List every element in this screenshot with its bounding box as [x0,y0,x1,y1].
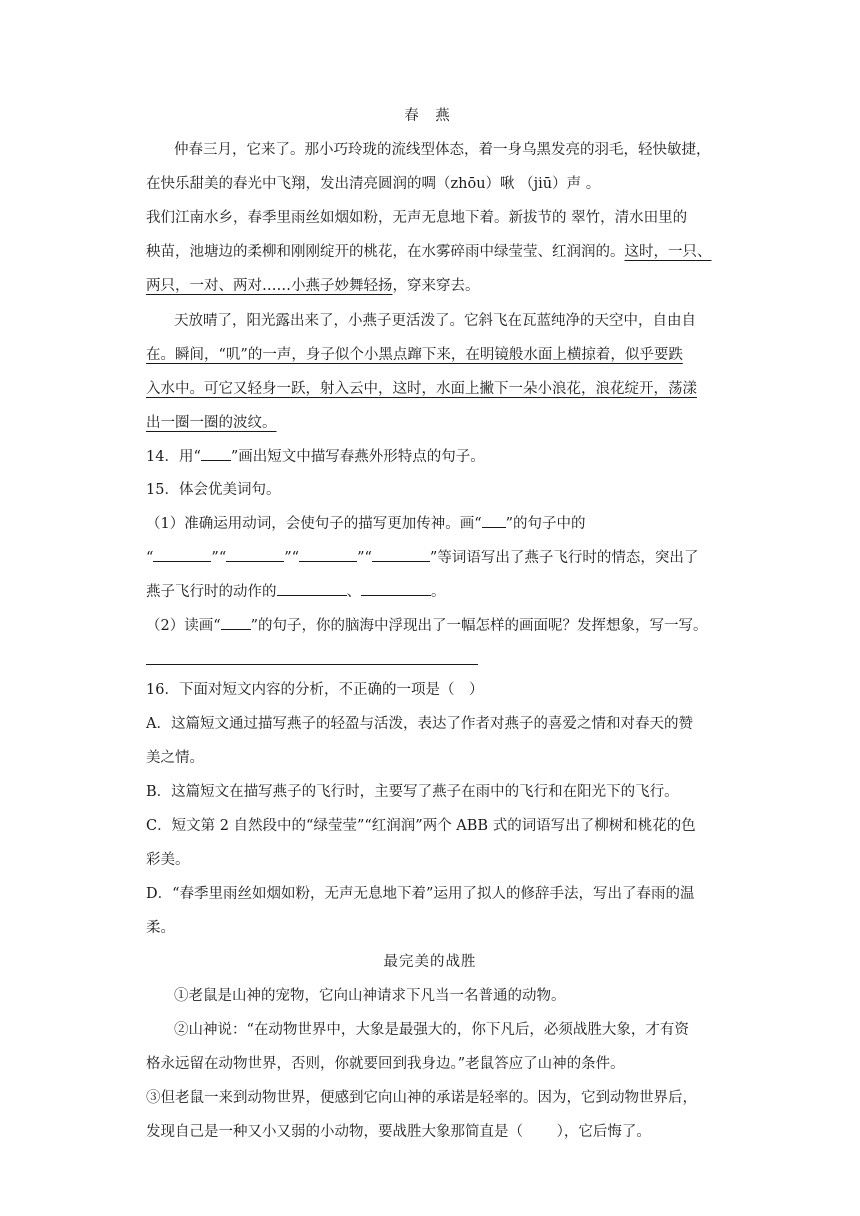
option-a-line1: A．这篇短文通过描写燕子的轻盈与活泼，表达了作者对燕子的喜爱之情和对春天的赞 [146,716,693,732]
option-a-line2: 美之情。 [146,750,204,766]
option-c-line1: C．短文第 2 自然段中的“绿莹莹”“红润润”两个 ABB 式的词语写出了柳树和桃花的色 [146,818,696,834]
question-15-1-line1 [146,513,586,534]
passage1-para2-line1: 我们江南水乡，春季里雨丝如烟如粉，无声无息地下着。新拔节的 翠竹，清水田里的 [146,210,688,226]
q14-prefix: 14．用“ [146,449,201,465]
option-d-line2: 柔。 [146,920,175,936]
q15-1-line-mark [482,513,506,528]
q15-2-suffix: ”的句子，你的脑海中浮现出了一幅怎样的画面呢？发挥想象，写一写。 [250,618,708,634]
answer-blank-2[interactable] [226,547,284,562]
question-15-1-line3 [146,581,446,602]
option-c-line2: 彩美。 [146,852,190,868]
passage1-para2-line2 [146,242,712,262]
passage1-para1-line2: 在快乐甜美的春光中飞翔，发出清亮圆润的啁（zhōu）啾 （jiū）声 。 [146,176,601,192]
answer-blank-6[interactable] [361,581,431,596]
question-15-1-line2 [146,547,698,568]
q15-1-line3-sep: 、 [346,584,361,600]
quote-sep-1: ”“ [211,550,227,566]
passage1-para2-line3 [146,276,480,296]
option-d-line1: D．“春季里雨丝如烟如粉，无声无息地下着”运用了拟人的修辞手法，写出了春雨的温 [146,886,695,902]
question-15-heading: 15．体会优美词句。 [146,482,281,498]
passage2-para3-line2: 发现自己是一种又小又弱的小动物，要战胜大象那简直是（ ），它后悔了。 [146,1124,651,1140]
answer-line-15-2[interactable] [146,664,478,665]
q15-2-prefix: （2）读画“ [146,618,221,634]
answer-blank-4[interactable] [372,547,430,562]
answer-blank-5[interactable] [277,581,347,596]
question-15-2 [146,615,708,636]
q14-underline-mark [201,446,231,461]
question-14 [146,446,485,467]
quote-sep-2: ”“ [284,550,300,566]
q15-1-line3-prefix: 燕子飞行时的动作的 [146,584,277,600]
q15-2-underline-mark [221,615,251,630]
passage1-para3-line2: 在。瞬间，“叽”的一声，身子似个小黑点蹿下来，在明镜般水面上横掠着，似乎要跌 [146,347,683,363]
passage-title-perfect-victory: 最完美的战胜 [383,954,477,970]
quote-sep-3: ”“ [357,550,372,566]
answer-blank-3[interactable] [299,547,357,562]
passage2-para2-line1: ②山神说：“在动物世界中，大象是最强大的，你下凡后，必须战胜大象，才有资 [174,1022,689,1038]
para2-line2-text: 秧苗，池塘边的柔柳和刚刚绽开的桃花，在水雾碎雨中绿莹莹、红润润的。 [146,244,625,260]
q15-1-line3-end: 。 [431,584,446,600]
para2-line3-rest: ，穿来穿去。 [392,278,480,294]
answer-blank-1[interactable] [153,547,211,562]
q14-suffix: ”画出短文中描写春燕外形特点的句子。 [230,449,485,465]
passage1-para3-line1: 天放晴了，阳光露出来了，小燕子更活泼了。它斜飞在瓦蓝纯净的天空中，自由自 [174,313,696,329]
q15-1-prefix: （1）准确运用动词，会使句子的描写更加传神。画“ [146,516,482,532]
passage2-para3-line1: ③但老鼠一来到动物世界，便感到它向山神的承诺是轻率的。因为，它到动物世界后， [146,1090,697,1106]
passage1-para1-line1: 仲春三月，它来了。那小巧玲珑的流线型体态，着一身乌黑发亮的羽毛，轻快敏捷， [174,142,711,158]
underlined-sentence-part1: 这时，一只、 [624,244,712,260]
passage2-para2-line2: 格永远留在动物世界，否则，你就要回到我身边。”老鼠答应了山神的条件。 [146,1056,625,1072]
passage1-para3-line4: 出一圈一圈的波纹。 [146,415,277,431]
passage2-para1: ①老鼠是山神的宠物，它向山神请求下凡当一名普通的动物。 [174,988,566,1004]
passage1-para3-line3: 入水中。可它又轻身一跃，射入云中，这时，水面上撇下一朵小浪花，浪花绽开，荡漾 [146,381,697,397]
q15-1-line2-suffix: ”等词语写出了燕子飞行时的情态，突出了 [429,550,699,566]
option-b: B．这篇短文在描写燕子的飞行时，主要写了燕子在雨中的飞行和在阳光下的飞行。 [146,784,679,800]
passage-title-chunyan: 春 燕 [404,108,456,124]
q15-1-suffix: ”的句子中的 [505,516,586,532]
underlined-sentence-part2: 两只，一对、两对……小燕子妙舞轻扬 [146,278,393,294]
question-16-heading: 16．下面对短文内容的分析，不正确的一项是（ ） [146,682,484,698]
quote-open: “ [146,550,154,566]
